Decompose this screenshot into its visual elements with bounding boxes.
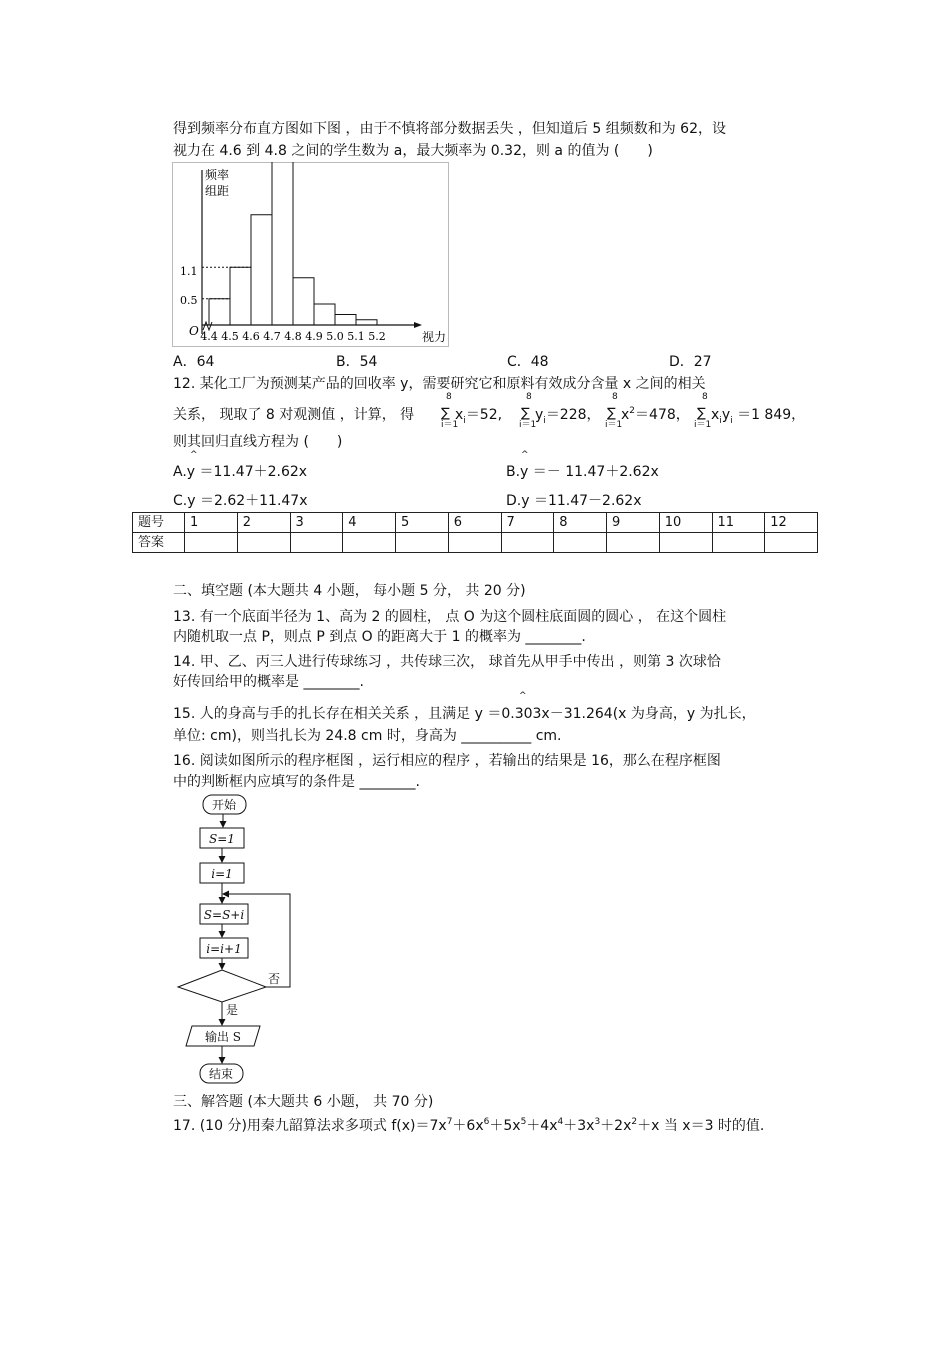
header-label: 题号 bbox=[133, 513, 185, 533]
histogram-bar-4.8-4.9 bbox=[293, 278, 314, 325]
ytick-1.1: 1.1 bbox=[180, 265, 198, 278]
histogram-bar-4.4-4.5 bbox=[209, 299, 230, 325]
histogram-bar-5.1-5.2 bbox=[356, 320, 377, 325]
q15-line2: 单位: cm)，则当扎长为 24.8 cm 时，身高为 __________ cm. bbox=[173, 728, 562, 744]
q12-option-a: A.y ＝11.47＋2.62x bbox=[173, 464, 308, 480]
answer-cell[interactable] bbox=[712, 533, 765, 553]
x-label: 视力 bbox=[422, 330, 447, 344]
xtick-5.1: 5.1 bbox=[347, 330, 365, 343]
q14-line2: 好传回给甲的概率是 ________. bbox=[173, 674, 364, 690]
q11-option-d: D．27 bbox=[669, 354, 712, 370]
update-s-label: S=S+i bbox=[203, 908, 245, 922]
xtick-4.9: 4.9 bbox=[305, 330, 323, 343]
question-number: 6 bbox=[448, 513, 501, 533]
end-label: 结束 bbox=[208, 1067, 234, 1081]
answer-cell[interactable] bbox=[290, 533, 343, 553]
program-flowchart bbox=[170, 790, 300, 1090]
sum1-var: $x_i=52$, bbox=[455, 407, 503, 426]
q16-line2: 中的判断框内应填写的条件是 ________. bbox=[173, 774, 420, 790]
table-row-answers bbox=[133, 533, 818, 553]
sum1-upper: 8 bbox=[446, 392, 452, 402]
question-number: 11 bbox=[712, 513, 765, 533]
no-label: 否 bbox=[268, 972, 281, 986]
xtick-4.6: 4.6 bbox=[242, 330, 260, 343]
sum4-var: $x_iy_i =1$ 849， bbox=[711, 407, 806, 426]
answer-cell[interactable] bbox=[607, 533, 660, 553]
table-row-numbers bbox=[133, 513, 818, 533]
sum3-upper: 8 bbox=[612, 392, 618, 402]
hat-a: ^ bbox=[190, 450, 198, 460]
sum4-lower: i＝1 bbox=[694, 420, 712, 430]
xtick-5.2: 5.2 bbox=[368, 330, 386, 343]
q12-option-c: C.y ＝2.62＋11.47x bbox=[173, 493, 308, 509]
q11-line1: 得到频率分布直方图如下图 ，由于不慎将部分数据丢失 ，但知道后 5 组频数和为 62，设 bbox=[173, 121, 726, 137]
section3-title: 三、解答题 (本大题共 6 小题， 共 70 分) bbox=[173, 1094, 434, 1110]
q11-option-b: B．54 bbox=[336, 354, 378, 370]
init-i-label: i=1 bbox=[211, 867, 233, 881]
q14-line1: 14. 甲、乙、丙三人进行传球练习 ，共传球三次， 球首先从甲手中传出 ，则第 3 次球恰 bbox=[173, 654, 721, 670]
decision-diamond bbox=[178, 970, 266, 1002]
q12-line1: 12. 某化工厂为预测某产品的回收率 y，需要研究它和原料有效成分含量 x 之间的相关 bbox=[173, 376, 706, 392]
y-label-top: 频率 bbox=[205, 168, 230, 182]
question-number: 10 bbox=[659, 513, 712, 533]
sum3-var: $x^2=478$， bbox=[621, 406, 690, 423]
xtick-4.7: 4.7 bbox=[263, 330, 281, 343]
xtick-4.8: 4.8 bbox=[284, 330, 302, 343]
start-label: 开始 bbox=[211, 798, 237, 812]
sum3-lower: i＝1 bbox=[605, 420, 623, 430]
answer-table bbox=[132, 512, 818, 553]
answer-cell[interactable] bbox=[343, 533, 396, 553]
answer-cell[interactable] bbox=[765, 533, 818, 553]
output-label: 输出 S bbox=[204, 1030, 242, 1044]
q11-option-c: C．48 bbox=[507, 354, 549, 370]
sum2-upper: 8 bbox=[526, 392, 532, 402]
histogram-bar-5.0-5.1 bbox=[335, 315, 356, 326]
xtick-5.0: 5.0 bbox=[326, 330, 344, 343]
q17-text: 17. (10 分)用秦九韶算法求多项式 $f(x)=7x^7+6x^6+5x^5+4x^4+3x^3+2x^2+x$ 当 x＝3 时的值. bbox=[173, 1117, 765, 1134]
origin-label: O bbox=[189, 324, 199, 338]
sum1-sigma: ∑ bbox=[441, 406, 450, 421]
sum1-lower: i＝1 bbox=[441, 420, 459, 430]
sum2-lower: i＝1 bbox=[519, 420, 537, 430]
question-number: 7 bbox=[501, 513, 554, 533]
q13-line2: 内随机取一点 P，则点 P 到点 O 的距离大于 1 的概率为 ________. bbox=[173, 629, 586, 645]
question-number: 2 bbox=[237, 513, 290, 533]
hat-b: ^ bbox=[521, 450, 529, 460]
xtick-4.4: 4.4 bbox=[200, 330, 218, 343]
question-number: 5 bbox=[396, 513, 449, 533]
answer-cell[interactable] bbox=[659, 533, 712, 553]
y-label-bottom: 组距 bbox=[205, 184, 230, 198]
answer-cell[interactable] bbox=[554, 533, 607, 553]
q16-line1: 16. 阅读如图所示的程序框图 ，运行相应的程序 ，若输出的结果是 16，那么在程序框图 bbox=[173, 753, 721, 769]
answer-cell[interactable] bbox=[237, 533, 290, 553]
answer-label: 答案 bbox=[133, 533, 185, 553]
hat-q15: ^ bbox=[519, 691, 527, 701]
q12-option-d: D.y ＝11.47－2.62x bbox=[506, 493, 642, 509]
answer-cell[interactable] bbox=[501, 533, 554, 553]
question-number: 4 bbox=[343, 513, 396, 533]
q15-line1: 15. 人的身高与手的扎长存在相关关系 ，且满足 y ＝0.303x－31.264(x 为身高，y 为扎长， bbox=[173, 706, 756, 722]
section2-title: 二、填空题 (本大题共 4 小题， 每小题 5 分， 共 20 分) bbox=[173, 583, 526, 599]
question-number: 9 bbox=[607, 513, 660, 533]
q11-option-a: A．64 bbox=[173, 354, 215, 370]
sum2-sigma: ∑ bbox=[521, 406, 530, 421]
init-s-label: S=1 bbox=[209, 832, 235, 846]
sum4-upper: 8 bbox=[702, 392, 708, 402]
histogram-bar-4.7-4.8 bbox=[272, 162, 293, 325]
answer-cell[interactable] bbox=[448, 533, 501, 553]
question-number: 8 bbox=[554, 513, 607, 533]
q12-option-b: B.y ＝－ 11.47＋2.62x bbox=[506, 464, 659, 480]
q12-line3: 则其回归直线方程为 ( ) bbox=[173, 434, 343, 450]
sum4-sigma: ∑ bbox=[697, 406, 706, 421]
sum2-var: $y_i=228$， bbox=[535, 407, 601, 426]
ytick-0.5: 0.5 bbox=[180, 294, 198, 307]
answer-cell[interactable] bbox=[185, 533, 238, 553]
histogram-bar-4.5-4.6 bbox=[230, 267, 251, 325]
histogram-bar-4.6-4.7 bbox=[251, 215, 272, 325]
sum3-sigma: ∑ bbox=[607, 406, 616, 421]
update-i-label: i=i+1 bbox=[206, 942, 242, 956]
question-number: 3 bbox=[290, 513, 343, 533]
q12-line2-text: 关系， 现取了 8 对观测值 ，计算， 得 bbox=[173, 407, 415, 423]
answer-cell[interactable] bbox=[396, 533, 449, 553]
question-number: 1 bbox=[185, 513, 238, 533]
frequency-histogram bbox=[172, 162, 452, 348]
histogram-bar-4.9-5.0 bbox=[314, 304, 335, 325]
question-number: 12 bbox=[765, 513, 818, 533]
xtick-4.5: 4.5 bbox=[221, 330, 239, 343]
q11-line2: 视力在 4.6 到 4.8 之间的学生数为 a，最大频率为 0.32，则 a 的值为 ( ) bbox=[173, 143, 653, 159]
q13-line1: 13. 有一个底面半径为 1、高为 2 的圆柱， 点 O 为这个圆柱底面圆的圆心 ， 在这个圆柱 bbox=[173, 609, 727, 625]
yes-label: 是 bbox=[226, 1003, 239, 1017]
